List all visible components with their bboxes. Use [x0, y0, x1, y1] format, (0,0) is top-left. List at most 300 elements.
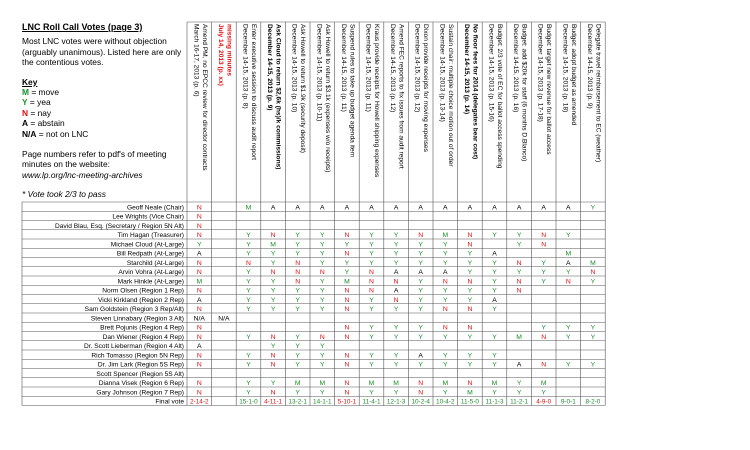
vote-cell: A — [418, 204, 423, 212]
vote-cell: Y — [393, 361, 399, 369]
vote-cell: Y — [393, 333, 399, 341]
vote-cell: Y — [467, 352, 473, 360]
vote-cell: N — [590, 269, 596, 276]
column-header-title: Ask Cloud to return $2,6k (hs)/k commissions) — [274, 24, 282, 170]
column-header-title: Enter executive session to discuss audit report — [250, 24, 257, 160]
vote-cell: Y — [443, 333, 448, 341]
column-header-date: December 14-15, 2013 (p. 17-18) — [536, 24, 544, 122]
vote-cell: Y — [443, 361, 448, 369]
vote-cell: N — [270, 232, 276, 239]
vote-cell: N — [541, 333, 547, 341]
member-name: Starchild (At-Large) — [126, 259, 184, 267]
vote-cell: Y — [246, 352, 251, 360]
key-heading: Key — [22, 76, 38, 87]
vote-cell: Y — [467, 361, 473, 369]
vote-cell: Y — [492, 306, 497, 313]
member-name: Steven Linnabary (Region 3 Alt) — [90, 315, 184, 323]
final-vote-tally: 4-9-0 — [536, 398, 552, 406]
vote-cell: N — [270, 361, 276, 369]
vote-cell: Y — [590, 361, 596, 369]
column-header — [192, 24, 208, 171]
column-header — [586, 24, 602, 162]
vote-cell: Y — [246, 269, 251, 276]
column-header-title: Amend FEC reports to fix issues from audit report — [397, 24, 405, 169]
vote-cell: Y — [467, 259, 473, 267]
member-name: Dr. Scott Lieberman (Region 4 Alt) — [83, 343, 184, 350]
vote-cell: N — [295, 269, 301, 276]
vote-cell: Y — [467, 250, 473, 258]
vote-cell: Y — [295, 241, 300, 249]
column-header-title: Amend PM, no EPCC review for director contracts — [200, 24, 208, 171]
vote-cell: Y — [393, 232, 399, 239]
vote-cell: N — [418, 389, 424, 397]
vote-cell: Y — [320, 389, 325, 397]
vote-cell: N — [270, 352, 276, 360]
vote-cell: Y — [443, 389, 448, 397]
vote-cell: Y — [320, 343, 325, 350]
vote-cell: Y — [270, 259, 276, 267]
vote-cell: Y — [295, 352, 300, 360]
vote-cell: Y — [418, 333, 423, 341]
column-header — [242, 24, 258, 160]
archive-link[interactable]: www.lp.org/lnc-meeting-archives — [22, 169, 143, 180]
vote-cell: N — [467, 324, 473, 332]
vote-cell: Y — [246, 232, 251, 239]
vote-cell: A — [344, 204, 350, 212]
vote-cell: N — [196, 269, 202, 276]
column-header-date: July 14, 2013 (p. xx) — [216, 24, 224, 86]
member-name: Bill Redpath (At-Large) — [116, 250, 184, 258]
vote-cell: N — [295, 278, 301, 286]
vote-cell: N — [541, 232, 547, 239]
column-header — [217, 24, 233, 86]
vote-cell: Y — [246, 296, 251, 304]
member-name: Mark Hinkle (At-Large) — [117, 278, 184, 286]
key-letter: N — [22, 107, 29, 118]
vote-cell: N/A — [218, 315, 230, 323]
vote-cell: Y — [393, 324, 399, 332]
vote-cell: A — [320, 204, 325, 212]
vote-cell: A — [295, 204, 300, 212]
column-header-date: December 14-15, 2013 (p. 14) — [462, 24, 470, 115]
vote-cell: Y — [590, 204, 596, 212]
vote-cell: Y — [295, 343, 300, 350]
vote-cell: M — [565, 250, 572, 258]
member-name: Michael Cloud (At-Large) — [110, 241, 184, 249]
vote-cell: Y — [369, 333, 374, 341]
vote-cell: Y — [418, 296, 423, 304]
vote-cell: N — [196, 259, 202, 267]
key-letter: Y — [22, 97, 28, 108]
vote-cell: Y — [590, 333, 596, 341]
column-header-title: No floor fees for 2014 (delegates bear cost) — [471, 24, 479, 160]
vote-cell: A — [492, 250, 497, 258]
final-vote-tally: 14-1-1 — [313, 398, 332, 406]
vote-cell: N — [196, 324, 202, 332]
vote-cell: Y — [270, 287, 276, 295]
member-name: Dan Wiener (Region 4 Rep) — [102, 333, 184, 341]
vote-cell: Y — [344, 259, 350, 267]
column-header-title: Dixon provide receipts for moving expenses — [422, 24, 430, 152]
vote-cell: N — [196, 306, 202, 313]
member-name: Tim Hagan (Treasurer) — [117, 232, 184, 239]
vote-cell: Y — [369, 389, 374, 397]
vote-cell: Y — [320, 296, 325, 304]
vote-cell: Y — [295, 389, 300, 397]
vote-cell: Y — [320, 306, 325, 313]
vote-cell: Y — [541, 278, 546, 286]
vote-cell: N — [344, 287, 350, 295]
final-vote-tally: 11-2-1 — [510, 398, 529, 406]
column-header-title: Sustain chair: multiple choice motion out of order — [446, 24, 454, 167]
vote-cell: Y — [492, 269, 497, 276]
column-header-date: December 14-15, 2013 (p. 10) — [290, 24, 298, 113]
vote-cell: A — [566, 204, 571, 212]
vote-cell: N — [344, 324, 350, 332]
vote-cell: Y — [541, 259, 546, 267]
vote-cell: Y — [492, 389, 497, 397]
vote-cell: N — [319, 269, 325, 276]
vote-cell: N — [369, 278, 374, 286]
member-name: Brett Pojunis (Region 4 Rep) — [100, 324, 184, 332]
vote-cell: M — [196, 278, 203, 286]
vote-cell: Y — [566, 324, 571, 332]
vote-cell: Y — [443, 352, 448, 360]
member-name: Arvin Vohra (At-Large) — [118, 269, 184, 276]
vote-cell: A — [393, 269, 399, 276]
column-header-date: December 14-15, 2013 (p. 18) — [561, 24, 569, 113]
vote-cell: Y — [566, 333, 571, 341]
vote-cell: Y — [369, 232, 374, 239]
vote-cell: N — [196, 222, 202, 230]
vote-cell: Y — [295, 250, 300, 258]
vote-cell: A — [197, 343, 202, 350]
vote-cell: N — [467, 232, 473, 239]
vote-cell: A — [197, 296, 202, 304]
vote-cell: N/A — [193, 315, 205, 323]
vote-cell: A — [516, 204, 522, 212]
vote-cell: Y — [246, 306, 251, 313]
page-title: LNC Roll Call Votes (page 3) — [22, 22, 143, 32]
vote-cell: N — [467, 380, 473, 387]
vote-cell: N — [467, 278, 473, 286]
vote-cell: A — [369, 204, 374, 212]
vote-cell: Y — [492, 259, 497, 267]
vote-cell: M — [442, 232, 449, 239]
vote-cell: Y — [393, 259, 399, 267]
vote-cell: N — [516, 278, 522, 286]
vote-cell: Y — [197, 241, 202, 249]
vote-cell: Y — [369, 324, 374, 332]
key-letter: N/A — [22, 128, 37, 139]
column-header-date: December 14-15, 2013 (p. 10-11) — [315, 24, 323, 122]
vote-cell: N — [196, 333, 202, 341]
vote-cell: Y — [393, 306, 399, 313]
final-vote-tally: 10-4-2 — [436, 398, 455, 406]
vote-cell: Y — [418, 324, 423, 332]
member-name: Sam Goldstein (Region 3 Rep/Alt) — [84, 306, 184, 313]
vote-cell: N — [565, 278, 571, 286]
vote-cell: Y — [295, 287, 300, 295]
final-vote-tally: 15-1-0 — [239, 398, 258, 406]
member-name: Gary Johnson (Region 7 Rep) — [96, 389, 184, 397]
vote-cell: Y — [344, 241, 350, 249]
column-header-date: December 14-15, 2013 (p. 9) — [266, 24, 274, 111]
vote-cell: Y — [270, 250, 276, 258]
vote-cell: Y — [246, 287, 251, 295]
vote-cell: A — [418, 269, 423, 276]
column-header-title: Budget: adopt budget as amended — [569, 24, 577, 126]
column-header-title: missing minutes — [225, 24, 233, 77]
vote-cell: Y — [393, 250, 399, 258]
member-name: Norm Olsen (Region 1 Rep) — [102, 287, 184, 295]
vote-cell: Y — [467, 287, 473, 295]
column-header — [414, 24, 430, 153]
column-header — [340, 24, 356, 158]
final-vote-tally: 11-5-0 — [460, 398, 479, 406]
key-desc: = not on LNC — [38, 128, 89, 139]
vote-cell: N — [196, 352, 202, 360]
vote-cell: Y — [270, 306, 276, 313]
vote-cell: Y — [443, 296, 448, 304]
final-vote-tally: 2-14-2 — [190, 398, 209, 406]
vote-cell: N — [270, 389, 276, 397]
final-vote-tally: 9-0-1 — [560, 398, 576, 406]
final-vote-tally: 11-1-3 — [485, 398, 504, 406]
vote-cell: Y — [295, 361, 300, 369]
vote-cell: N — [516, 287, 522, 295]
vote-cell: Y — [590, 278, 596, 286]
vote-cell: A — [418, 352, 423, 360]
vote-cell: Y — [467, 296, 473, 304]
vote-cell: N — [270, 333, 276, 341]
vote-cell: Y — [492, 232, 497, 239]
vote-cell: M — [516, 333, 522, 341]
column-header-date: December 14-15, 2013 (p. 9) — [585, 24, 593, 109]
column-header — [537, 24, 553, 155]
vote-cell: Y — [418, 287, 423, 295]
member-name: Dianna Visek (Region 6 Rep) — [98, 380, 184, 387]
vote-cell: Y — [369, 241, 374, 249]
column-header-date: December 14-15, 2013 (p. 11) — [339, 24, 347, 112]
vote-cell: Y — [369, 361, 374, 369]
vote-cell: N — [344, 389, 350, 397]
column-header-date: December 14-15, 2013 (p. 13-14) — [438, 24, 446, 122]
vote-cell: M — [344, 278, 350, 286]
vote-cell: Y — [516, 380, 522, 387]
vote-cell: Y — [320, 352, 325, 360]
vote-cell: M — [467, 389, 473, 397]
vote-cell: M — [393, 380, 399, 387]
vote-cell: A — [393, 287, 399, 295]
vote-cell: Y — [566, 232, 571, 239]
column-header-date: December 14-15, 2013 (p. 12) — [413, 24, 421, 113]
column-header — [389, 24, 405, 169]
vote-cell: A — [197, 250, 202, 258]
vote-cell: N — [418, 232, 424, 239]
final-vote-tally: 12-1-3 — [386, 398, 406, 406]
member-name: Rich Tomasso (Region 5N Rep) — [91, 352, 184, 360]
vote-cell: A — [492, 204, 497, 212]
column-header-title: Budget: add $20k for staff (6 months D.Blanco) — [520, 24, 528, 162]
vote-cell: M — [270, 241, 276, 249]
vote-cell: Y — [270, 343, 276, 350]
vote-cell: Y — [541, 269, 546, 276]
vote-cell: Y — [246, 241, 251, 249]
vote-cell: Y — [270, 278, 276, 286]
vote-cell: N — [196, 361, 202, 369]
vote-cell: A — [270, 204, 276, 212]
vote-cell: Y — [516, 241, 522, 249]
member-name: David Blau, Esq. (Secretary / Region 5N Alt) — [55, 222, 184, 230]
vote-cell: Y — [320, 259, 325, 267]
vote-cell: Y — [541, 389, 546, 397]
vote-cell: Y — [270, 380, 276, 387]
vote-cell: Y — [320, 250, 325, 258]
vote-cell: N — [344, 352, 350, 360]
vote-cell: N — [369, 269, 374, 276]
vote-cell: N — [344, 250, 350, 258]
vote-cell: N — [442, 306, 448, 313]
vote-cell: Y — [369, 352, 374, 360]
vote-cell: Y — [246, 380, 251, 387]
column-header-title: Kraus provide receipts for Howell shipping expenses — [373, 24, 380, 178]
vote-cell: Y — [566, 361, 571, 369]
vote-cell: Y — [295, 333, 300, 341]
vote-cell: M — [368, 380, 375, 387]
vote-cell: Y — [270, 296, 276, 304]
vote-cell: A — [492, 296, 497, 304]
vote-cell: Y — [320, 232, 325, 239]
column-header-title: Delegate travel reimbursement to EC (weather) — [594, 24, 602, 163]
vote-cell: N — [246, 259, 251, 267]
vote-cell: Y — [418, 259, 423, 267]
vote-cell: Y — [320, 361, 325, 369]
vote-cell: Y — [590, 324, 596, 332]
final-vote-tally: 8-2-0 — [585, 398, 601, 406]
key-desc: = move — [31, 87, 60, 98]
final-vote-tally: 5-10-1 — [337, 398, 357, 406]
vote-cell: N — [369, 287, 374, 295]
vote-cell: M — [442, 380, 449, 387]
vote-cell: N — [541, 241, 547, 249]
vote-cell: Y — [393, 389, 399, 397]
vote-cell: A — [541, 204, 546, 212]
vote-cell: Y — [492, 278, 497, 286]
vote-cell: Y — [246, 389, 251, 397]
vote-cell: Y — [369, 306, 374, 313]
vote-cell: N — [344, 232, 350, 239]
vote-cell: Y — [295, 296, 300, 304]
vote-cell: M — [294, 380, 301, 387]
vote-cell: N — [344, 306, 350, 313]
column-header — [438, 24, 454, 167]
vote-cell: N — [467, 306, 473, 313]
column-header — [266, 24, 282, 169]
vote-cell: Y — [393, 352, 399, 360]
key-letter: M — [22, 87, 29, 98]
column-header — [291, 24, 307, 153]
vote-cell: N — [196, 380, 202, 387]
vote-cell: N — [393, 278, 399, 286]
column-header-date: March 16-17, 2013 (p. 6) — [192, 24, 200, 97]
vote-cell: Y — [369, 259, 374, 267]
vote-cell: N — [270, 269, 276, 276]
final-vote-tally: 13-2-1 — [288, 398, 307, 406]
vote-cell: M — [590, 259, 596, 267]
vote-cell: N — [196, 232, 202, 239]
column-header — [463, 24, 479, 159]
column-header-title: Budget: target new revenue for ballot access — [545, 24, 553, 155]
vote-cell: Y — [418, 306, 423, 313]
vote-cell: N — [418, 380, 424, 387]
member-name: Scott Spencer (Region 5S Alt) — [96, 370, 184, 378]
column-header-title: Budget: 2/3 vote of EC for ballot access spending — [496, 24, 503, 169]
vote-cell: N — [467, 241, 473, 249]
final-vote-label: Final vote — [155, 398, 184, 406]
vote-cell: Y — [418, 361, 423, 369]
vote-cell: Y — [443, 287, 448, 295]
vote-cell: Y — [492, 361, 497, 369]
vote-cell: Y — [246, 333, 251, 341]
vote-cell: N — [344, 296, 350, 304]
vote-cell: Y — [443, 259, 448, 267]
vote-cell: Y — [246, 361, 251, 369]
vote-cell: Y — [246, 250, 251, 258]
vote-cell: N — [295, 259, 301, 267]
vote-cell: Y — [492, 352, 497, 360]
vote-cell: Y — [443, 250, 448, 258]
column-header-date: December 14-15, 2013 (p. 11) — [364, 24, 372, 112]
pages-note: Page numbers refer to pdf's of meeting minutes on the website: — [22, 149, 167, 170]
column-header-date: December 14-15, 2013 (p. 15-16) — [487, 24, 495, 122]
column-header — [315, 24, 331, 172]
vote-cell: Y — [566, 269, 571, 276]
column-header — [365, 24, 381, 178]
column-header — [512, 24, 528, 161]
vote-cell: Y — [516, 232, 522, 239]
vote-cell: Y — [516, 269, 522, 276]
column-header-date: December 14-15, 2013 (p. 16) — [512, 24, 520, 113]
vote-cell: N — [196, 204, 202, 212]
vote-cell: Y — [467, 269, 473, 276]
vote-cell: Y — [295, 306, 300, 313]
vote-cell: N — [516, 259, 522, 267]
footnote: * Vote took 2/3 to pass — [22, 189, 106, 200]
key-desc: = abstain — [30, 118, 65, 129]
vote-cell: Y — [320, 241, 325, 249]
vote-cell: A — [443, 269, 448, 276]
vote-cell: Y — [295, 232, 300, 239]
vote-cell: N — [393, 296, 399, 304]
vote-cell: N — [344, 361, 350, 369]
vote-cell: Y — [492, 287, 497, 295]
column-header-date: December 14-15, 2013 (p. 12) — [389, 24, 397, 113]
column-header-title: Ask Howell to return $1.9k (security deposit) — [299, 24, 307, 153]
vote-cell: Y — [320, 278, 325, 286]
key-letter: A — [22, 118, 29, 129]
vote-cell: Y — [320, 287, 325, 295]
final-vote-tally: 11-4-1 — [362, 398, 381, 406]
column-header-title: Suspend rules to take up budget agenda item — [348, 24, 356, 158]
vote-cell: M — [540, 380, 547, 387]
member-name: Lee Wrights (Vice Chair) — [112, 213, 184, 221]
vote-cell: Y — [393, 241, 399, 249]
vote-cell: N — [442, 324, 448, 332]
vote-cell: A — [566, 259, 571, 267]
vote-cell: Y — [541, 324, 546, 332]
vote-cell: M — [491, 380, 498, 387]
